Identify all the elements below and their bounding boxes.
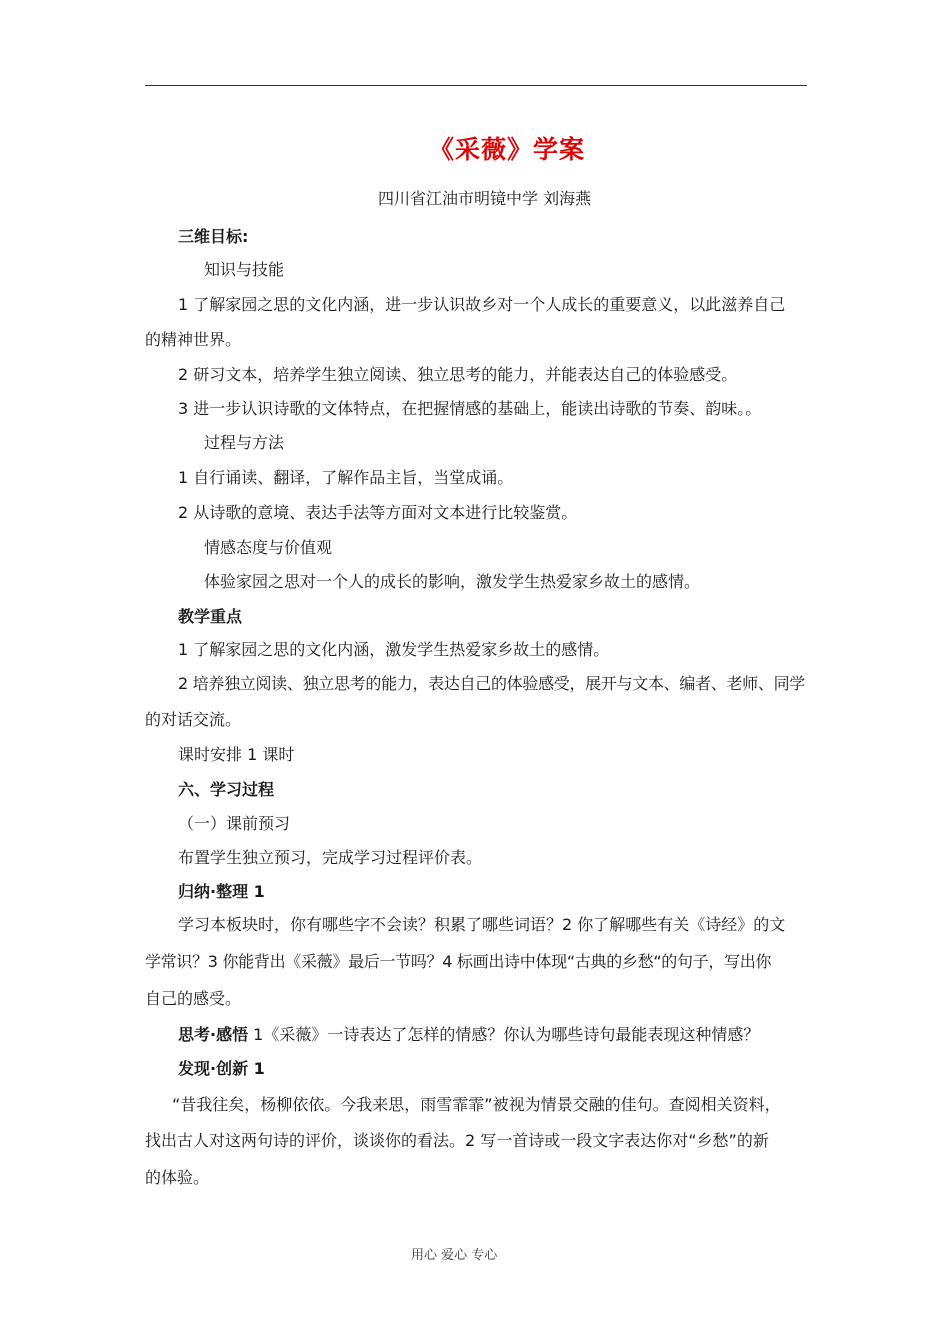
header-rule — [145, 85, 807, 86]
summary-heading: 归纳·整理 1 — [178, 882, 265, 901]
think-line — [178, 1024, 759, 1046]
knowledge-item-2: 2 研习文本，培养学生独立阅读、独立思考的能力，并能表达自己的体验感受。 — [178, 365, 738, 384]
key-point-1: 1 了解家园之思的文化内涵，激发学生热爱家乡故土的感情。 — [178, 640, 610, 659]
discover-heading: 发现·创新 1 — [178, 1059, 265, 1078]
goals-heading: 三维目标: — [178, 227, 249, 246]
author-line: 四川省江油市明镜中学 刘海燕 — [378, 189, 592, 208]
emotion-item: 体验家园之思对一个人的成长的影响，激发学生热爱家乡故土的感情。 — [204, 572, 701, 591]
summary-text-2: 学常识？3 你能背出《采薇》最后一节吗？4 标画出诗中体现“古典的乡愁“的句子，写出你 — [145, 952, 772, 971]
key-points-heading: 教学重点 — [178, 607, 243, 626]
preview-text: 布置学生独立预习，完成学习过程评价表。 — [178, 848, 483, 867]
preview-heading: （一）课前预习 — [178, 814, 291, 833]
summary-text-1: 学习本板块时，你有哪些字不会读？积累了哪些词语？2 你了解哪些有关《诗经》的文 — [178, 915, 786, 934]
document-title: 《采薇》学案 — [428, 135, 585, 164]
key-point-2: 2 培养独立阅读、独立思考的能力，表达自己的体验感受，展开与文本、编者、老师、同学 — [178, 674, 805, 693]
think-label: 思考·感悟 — [178, 1025, 249, 1044]
think-text: 1《采薇》一诗表达了怎样的情感？你认为哪些诗句最能表现这种情感？ — [248, 1025, 760, 1044]
summary-text-3: 自己的感受。 — [145, 989, 242, 1008]
knowledge-item-1-cont: 的精神世界。 — [145, 330, 242, 349]
knowledge-item-1: 1 了解家园之思的文化内涵，进一步认识故乡对一个人成长的重要意义，以此滋养自己 — [178, 295, 786, 314]
process-item-2: 2 从诗歌的意境、表达手法等方面对文本进行比较鉴赏。 — [178, 503, 578, 522]
schedule-line: 课时安排 1 课时 — [178, 745, 295, 764]
knowledge-heading: 知识与技能 — [204, 260, 285, 279]
knowledge-item-3: 3 进一步认识诗歌的文体特点，在把握情感的基础上，能读出诗歌的节奏、韵味。。 — [178, 399, 762, 418]
discover-text-3: 的体验。 — [145, 1168, 210, 1187]
emotion-heading: 情感态度与价值观 — [204, 538, 333, 557]
discover-text-2: 找出古人对这两句诗的评价，谈谈你的看法。2 写一首诗或一段文字表达你对“乡愁”的新 — [145, 1131, 769, 1150]
page-footer: 用心 爱心 专心 — [411, 1248, 498, 1263]
key-point-2-cont: 的对话交流。 — [145, 710, 242, 729]
process-item-1: 1 自行诵读、翻译，了解作品主旨，当堂成诵。 — [178, 468, 514, 487]
process-heading: 过程与方法 — [204, 433, 285, 452]
discover-text-1: “昔我往矣，杨柳依依。今我来思，雨雪霏霏”被视为情景交融的佳句。查阅相关资料， — [172, 1095, 781, 1114]
learning-process-heading: 六、学习过程 — [178, 780, 275, 799]
